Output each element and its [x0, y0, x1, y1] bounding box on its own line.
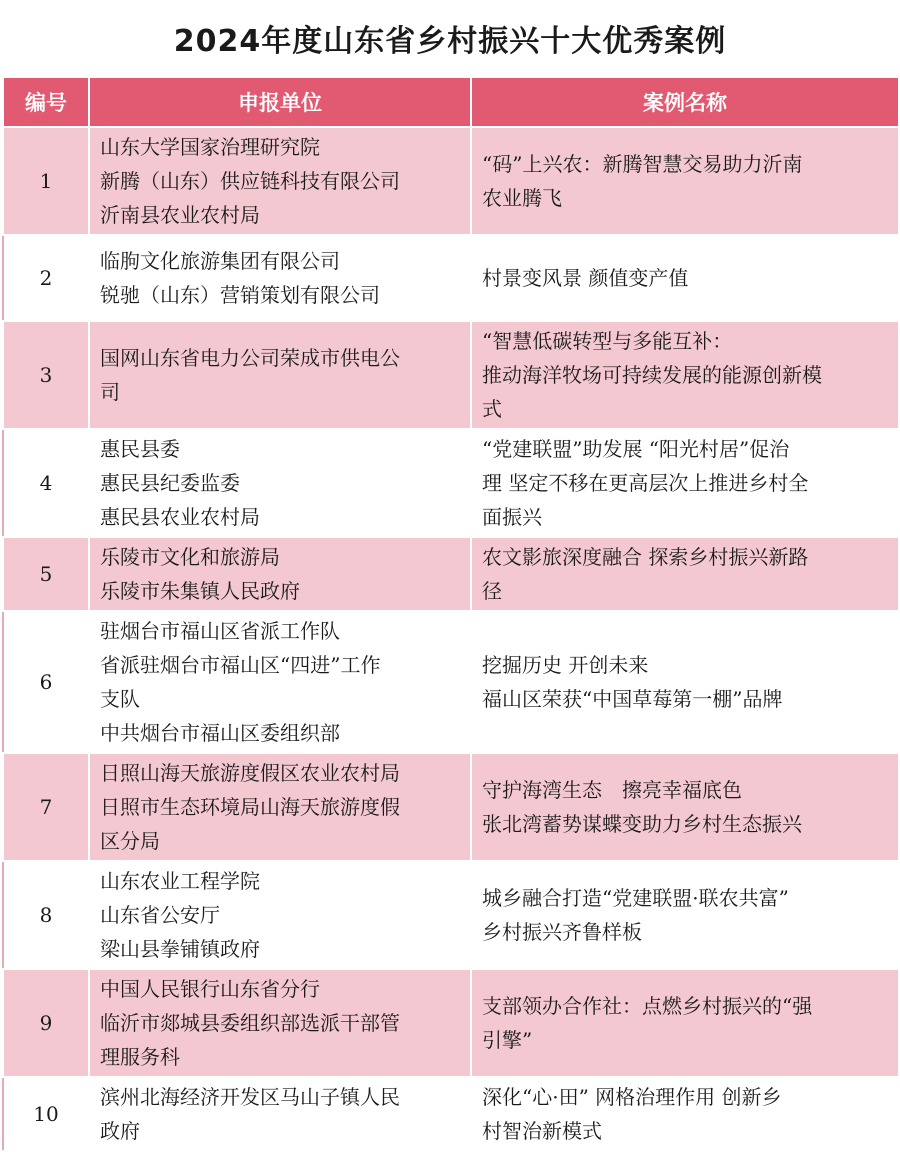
case-name-line: 村智治新模式 [482, 1119, 602, 1143]
applicant-unit-cell [89, 537, 471, 611]
case-name-line: 农文影旅深度融合 探索乡村振兴新路 [482, 545, 809, 569]
applicant-unit-line: 沂南县农业农村局 [100, 203, 260, 227]
case-number: 9 [3, 969, 89, 1077]
case-name-line: 张北湾蓄势谋蝶变助力乡村生态振兴 [482, 812, 802, 836]
header-case: 案例名称 [471, 77, 899, 127]
applicant-unit-line: 梁山县拳铺镇政府 [100, 937, 260, 961]
applicant-unit-line: 理服务科 [100, 1045, 180, 1069]
table-row [3, 321, 899, 429]
applicant-unit-line: 临朐文化旅游集团有限公司 [100, 249, 340, 273]
table-row [3, 235, 899, 321]
applicant-unit-line: 驻烟台市福山区省派工作队 [100, 619, 340, 643]
table-row [3, 753, 899, 861]
applicant-unit-cell [89, 969, 471, 1077]
applicant-unit-line: 中共烟台市福山区委组织部 [100, 721, 340, 745]
applicant-unit-cell [89, 235, 471, 321]
header-unit: 申报单位 [89, 77, 471, 127]
case-name-line: 理 坚定不移在更高层次上推进乡村全 [482, 471, 809, 495]
case-number: 2 [3, 235, 89, 321]
case-name-cell [471, 321, 899, 429]
applicant-unit-line: 乐陵市文化和旅游局 [100, 545, 280, 569]
applicant-unit-cell [89, 753, 471, 861]
case-name-line: 面振兴 [482, 505, 542, 529]
applicant-unit-line: 支队 [100, 687, 140, 711]
case-name-line: 福山区荣获“中国草莓第一棚”品牌 [482, 687, 783, 711]
case-number: 5 [3, 537, 89, 611]
case-name-line: 式 [482, 397, 502, 421]
case-name-line: “码”上兴农：新腾智慧交易助力沂南 [482, 152, 803, 176]
applicant-unit-cell [89, 1077, 471, 1151]
case-number: 3 [3, 321, 89, 429]
applicant-unit-line: 山东省公安厅 [100, 903, 220, 927]
case-number: 7 [3, 753, 89, 861]
applicant-unit-line: 新腾（山东）供应链科技有限公司 [100, 169, 400, 193]
applicant-unit-line: 惠民县农业农村局 [100, 505, 260, 529]
table-row [3, 537, 899, 611]
case-name-cell [471, 127, 899, 235]
case-table [2, 76, 900, 1152]
case-name-line: 挖掘历史 开创未来 [482, 653, 649, 677]
case-name-line: 乡村振兴齐鲁样板 [482, 920, 642, 944]
applicant-unit-line: 临沂市郯城县委组织部选派干部管 [100, 1011, 400, 1035]
header-num: 编号 [3, 77, 89, 127]
applicant-unit-line: 中国人民银行山东省分行 [100, 977, 320, 1001]
case-name-line: 守护海湾生态 擦亮幸福底色 [482, 778, 742, 802]
table-header-row [3, 77, 899, 127]
case-name-line: 引擎” [482, 1028, 533, 1052]
applicant-unit-cell [89, 611, 471, 753]
case-number: 6 [3, 611, 89, 753]
case-number: 1 [3, 127, 89, 235]
table-row [3, 127, 899, 235]
applicant-unit-line: 国网山东省电力公司荣成市供电公 [100, 346, 400, 370]
table-row [3, 611, 899, 753]
case-name-line: 村景变风景 颜值变产值 [482, 266, 689, 290]
case-name-line: “党建联盟”助发展 “阳光村居”促治 [482, 437, 790, 461]
case-name-line: 推动海洋牧场可持续发展的能源创新模 [482, 363, 822, 387]
applicant-unit-line: 日照山海天旅游度假区农业农村局 [100, 761, 400, 785]
case-name-cell [471, 235, 899, 321]
case-name-line: 深化“心·田” 网格治理作用 创新乡 [482, 1085, 782, 1109]
case-name-cell [471, 429, 899, 537]
applicant-unit-line: 司 [100, 380, 120, 404]
applicant-unit-line: 惠民县纪委监委 [100, 471, 240, 495]
case-name-cell [471, 611, 899, 753]
applicant-unit-line: 省派驻烟台市福山区“四进”工作 [100, 653, 381, 677]
case-name-line: 城乡融合打造“党建联盟·联农共富” [482, 886, 789, 910]
case-name-line: 农业腾飞 [482, 186, 562, 210]
case-number: 4 [3, 429, 89, 537]
applicant-unit-line: 惠民县委 [100, 437, 180, 461]
applicant-unit-cell [89, 429, 471, 537]
applicant-unit-line: 政府 [100, 1119, 140, 1143]
applicant-unit-line: 锐驰（山东）营销策划有限公司 [100, 283, 380, 307]
case-name-cell [471, 1077, 899, 1151]
case-name-line: 径 [482, 579, 502, 603]
case-name-line: 支部领办合作社：点燃乡村振兴的“强 [482, 994, 813, 1018]
case-name-cell [471, 537, 899, 611]
table-row [3, 1077, 899, 1151]
case-number: 10 [3, 1077, 89, 1151]
applicant-unit-line: 区分局 [100, 829, 160, 853]
table-row [3, 969, 899, 1077]
applicant-unit-line: 乐陵市朱集镇人民政府 [100, 579, 300, 603]
page-title: 2024年度山东省乡村振兴十大优秀案例 [173, 24, 727, 59]
case-number: 8 [3, 861, 89, 969]
applicant-unit-cell [89, 127, 471, 235]
applicant-unit-line: 滨州北海经济开发区马山子镇人民 [100, 1085, 400, 1109]
table-row [3, 429, 899, 537]
applicant-unit-line: 山东农业工程学院 [100, 869, 260, 893]
case-name-cell [471, 969, 899, 1077]
table-row [3, 861, 899, 969]
applicant-unit-cell [89, 321, 471, 429]
case-name-cell [471, 861, 899, 969]
applicant-unit-line: 山东大学国家治理研究院 [100, 135, 320, 159]
case-name-cell [471, 753, 899, 861]
applicant-unit-cell [89, 861, 471, 969]
applicant-unit-line: 日照市生态环境局山海天旅游度假 [100, 795, 400, 819]
case-name-line: “智慧低碳转型与多能互补： [482, 329, 733, 353]
